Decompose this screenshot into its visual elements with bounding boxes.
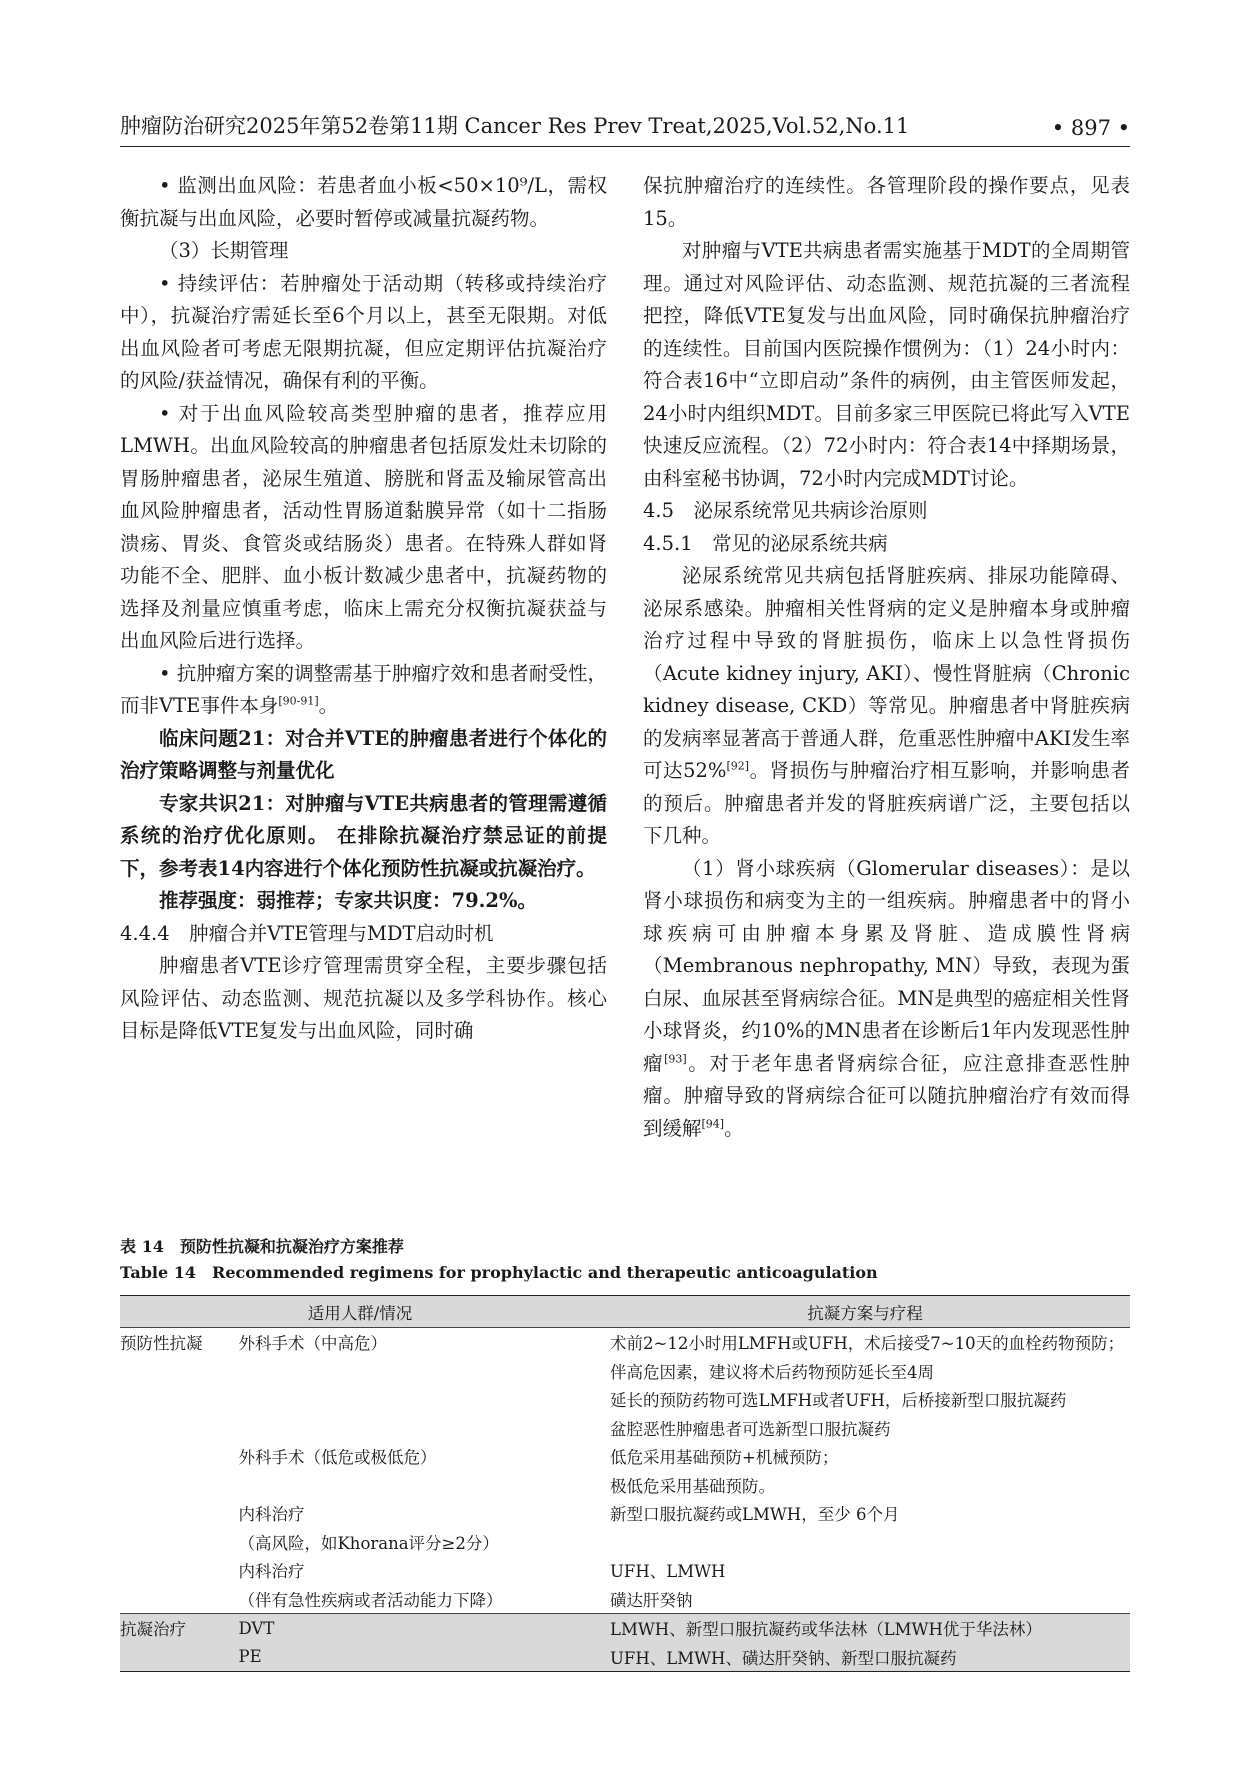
table-caption-cn: 表 14 预防性抗凝和抗凝治疗方案推荐 (120, 1237, 404, 1256)
table-cell: DVT (238, 1614, 600, 1643)
table-cell: （伴有急性疾病或者活动能力下降） (238, 1590, 503, 1610)
right-column (643, 170, 1130, 1145)
table-cell: PE (238, 1643, 600, 1672)
text: 泌尿系统常见共病包括肾脏疾病、排尿功能障碍、泌尿系感染。肿瘤相关性肾病的定义是肿瘤本身或肿瘤治疗过程中导致的肾脏损伤，临床上以急性肾损伤（Acute kidney injury, AKI）、慢性肾脏病（Chronic kidney disease, CKD）等常见。肿瘤患者中肾脏疾病的发病率显著高于普通人群，危重恶性肿瘤中AKI发生率可达52% (643, 564, 1130, 782)
table-row (120, 1643, 1130, 1672)
table-caption-en: Table 14 Recommended regimens for prophylactic and therapeutic anticoagulation (120, 1263, 878, 1282)
table-cell: 内科治疗 (238, 1505, 305, 1525)
paragraph (643, 560, 1130, 853)
subheading: （3）长期管理 (159, 239, 289, 262)
table-row (120, 1499, 1130, 1528)
text: （1）肾小球疾病（Glomerular diseases）：是以肾小球损伤和病变为主的一组疾病。肿瘤患者中的肾小球疾病可由肿瘤本身累及肾脏、造成膜性肾病（Membranous nephropathy, MN）导致，表现为蛋白尿、血尿甚至肾病综合征。MN是典型的癌症相关性肾小球肾炎，约10%的MN患者在诊断后1年内发现恶性肿瘤 (643, 856, 1130, 1075)
running-header (120, 110, 1130, 147)
paragraph: 肿瘤患者VTE诊疗管理需贯穿全程，主要步骤包括风险评估、动态监测、规范抗凝以及多学科协作。核心目标是降低VTE复发与出血风险，同时确 (120, 954, 607, 1042)
table-row (120, 1528, 1130, 1557)
table-row (120, 1414, 1130, 1443)
section-heading-4-5-1: 4.5.1 常见的泌尿系统共病 (643, 531, 888, 555)
journal-title: 肿瘤防治研究2025年第52卷第11期 Cancer Res Prev Treat,2025,Vol.52,No.11 (120, 114, 910, 138)
table-row (120, 1556, 1130, 1585)
table-row (120, 1357, 1130, 1386)
table-cell (120, 1556, 238, 1585)
paragraph: 对肿瘤与VTE共病患者需实施基于MDT的全周期管理。通过对风险评估、动态监测、规范抗凝的三者流程把控，降低VTE复发与出血风险，同时确保抗肿瘤治疗的连续性。目前国内医院操作惯例为：（1）24小时内：符合表16中“立即启动”条件的病例，由主管医师发起，24小时内组织MDT。目前多家三甲医院已将此写入VTE快速反应流程。（2）72小时内：符合表14中择期场景，由科室秘书协调，72小时内完成MDT讨论。 (643, 239, 1130, 490)
table-cell: 预防性抗凝 (120, 1334, 203, 1354)
table-row (120, 1585, 1130, 1614)
table-cell (120, 1528, 238, 1557)
table-cell (120, 1442, 238, 1471)
header-population: 适用人群/情况 (120, 1296, 600, 1328)
table-cell (120, 1643, 238, 1672)
table-cell: 外科手术（中高危） (238, 1334, 387, 1354)
paragraph: • 监测出血风险：若患者血小板<50×10⁹/L，需权衡抗凝与出血风险，必要时暂停或减量抗凝药物。 (120, 174, 607, 230)
paragraph: 保抗肿瘤治疗的连续性。各管理阶段的操作要点，见表15。 (643, 174, 1130, 230)
citation: [90-91] (278, 694, 319, 708)
table-cell (238, 1357, 600, 1386)
text: • 抗肿瘤方案的调整需基于肿瘤疗效和患者耐受性，而非VTE事件本身 (120, 661, 607, 717)
table-cell: 术前2~12小时用LMFH或UFH，术后接受7~10天的血栓药物预防； (610, 1334, 1125, 1354)
page-number: • 897 • (1051, 116, 1130, 140)
table-cell (120, 1414, 238, 1443)
header-regimen: 抗凝方案与疗程 (600, 1296, 1130, 1328)
text: 。 (724, 1116, 744, 1140)
table-header-row (120, 1296, 1130, 1328)
table-row (120, 1614, 1130, 1643)
table-cell (238, 1414, 600, 1443)
citation: [94] (701, 1117, 725, 1130)
expert-consensus-21: 专家共识21：对肿瘤与VTE共病患者的管理需遵循系统的治疗优化原则。 在排除抗凝治疗禁忌证的前提下，参考表14内容进行个体化预防性抗凝或抗凝治疗。 (120, 791, 607, 880)
citation: [92] (726, 759, 750, 773)
table-cell (120, 1357, 238, 1386)
left-column (120, 170, 607, 1048)
table-cell: 伴高危因素，建议将术后药物预防延长至4周 (610, 1362, 934, 1382)
table-cell: 外科手术（低危或极低危） (238, 1448, 437, 1468)
table-row (120, 1442, 1130, 1471)
text: 。对于老年患者肾病综合征，应注意排查恶性肿瘤。肿瘤导致的肾病综合征可以随抗肿瘤治疗有效而得到缓解 (643, 1051, 1130, 1140)
table-cell: 盆腔恶性肿瘤患者可选新型口服抗凝药 (610, 1419, 891, 1439)
paragraph: • 持续评估：若肿瘤处于活动期（转移或持续治疗中），抗凝治疗需延长至6个月以上，甚至无限期。对低出血风险者可考虑无限期抗凝，但应定期评估抗凝治疗的风险/获益情况，确保有利的平衡。 (120, 271, 607, 392)
table-cell (600, 1528, 1130, 1557)
table-cell (120, 1471, 238, 1500)
table-cell (238, 1385, 600, 1414)
text: 。 (318, 694, 339, 717)
table-cell: UFH、LMWH (610, 1562, 726, 1582)
table-cell: LMWH、新型口服抗凝药或华法林（LMWH优于华法林） (600, 1614, 1130, 1643)
table-row (120, 1385, 1130, 1414)
table-cell: 延长的预防药物可选LMFH或者UFH，后桥接新型口服抗凝药 (610, 1391, 1067, 1411)
text: 。肾损伤与肿瘤治疗相互影响，并影响患者的预后。肿瘤患者并发的肾脏疾病谱广泛，主要包括以下几种。 (643, 759, 1130, 847)
table-body (120, 1328, 1130, 1672)
table-cell: UFH、LMWH、磺达肝癸钠、新型口服抗凝药 (600, 1643, 1130, 1672)
table-cell (120, 1385, 238, 1414)
clinical-question-21: 临床问题21：对合并VTE的肿瘤患者进行个体化的治疗策略调整与剂量优化 (120, 726, 607, 782)
table-cell: （高风险，如Khorana评分≥2分） (238, 1533, 499, 1553)
regimen-table (120, 1295, 1130, 1672)
table-row (120, 1328, 1130, 1357)
table-cell (120, 1585, 238, 1614)
table-cell (238, 1471, 600, 1500)
paragraph (643, 853, 1130, 1146)
table-cell: 低危采用基础预防+机械预防； (610, 1448, 839, 1468)
table-cell (120, 1499, 238, 1528)
table-cell: 内科治疗 (238, 1562, 305, 1582)
table-cell: 新型口服抗凝药或LMWH，至少 6个月 (610, 1505, 900, 1525)
paragraph (120, 658, 607, 723)
section-heading-4-5: 4.5 泌尿系统常见共病诊治原则 (643, 499, 928, 522)
recommendation-strength: 推荐强度：弱推荐；专家共识度：79.2%。 (159, 889, 538, 912)
paragraph: • 对于出血风险较高类型肿瘤的患者，推荐应用LMWH。出血风险较高的肿瘤患者包括原发灶未切除的胃肠肿瘤患者，泌尿生殖道、膀胱和肾盂及输尿管高出血风险肿瘤患者，活动性胃肠道黏膜异常（如十二指肠溃疡、胃炎、食管炎或结肠炎）患者。在特殊人群如肾功能不全、肥胖、血小板计数减少患者中，抗凝药物的选择及剂量应慎重考虑，临床上需充分权衡抗凝获益与出血风险后进行选择。 (120, 401, 607, 652)
table-cell: 极低危采用基础预防。 (610, 1476, 775, 1496)
table-row (120, 1471, 1130, 1500)
table-caption (120, 1234, 1130, 1286)
citation: [93] (664, 1052, 687, 1065)
table-cell: 磺达肝癸钠 (610, 1590, 693, 1610)
table-cell: 抗凝治疗 (120, 1614, 238, 1643)
section-heading-4-4-4: 4.4.4 肿瘤合并VTE管理与MDT启动时机 (120, 921, 494, 945)
